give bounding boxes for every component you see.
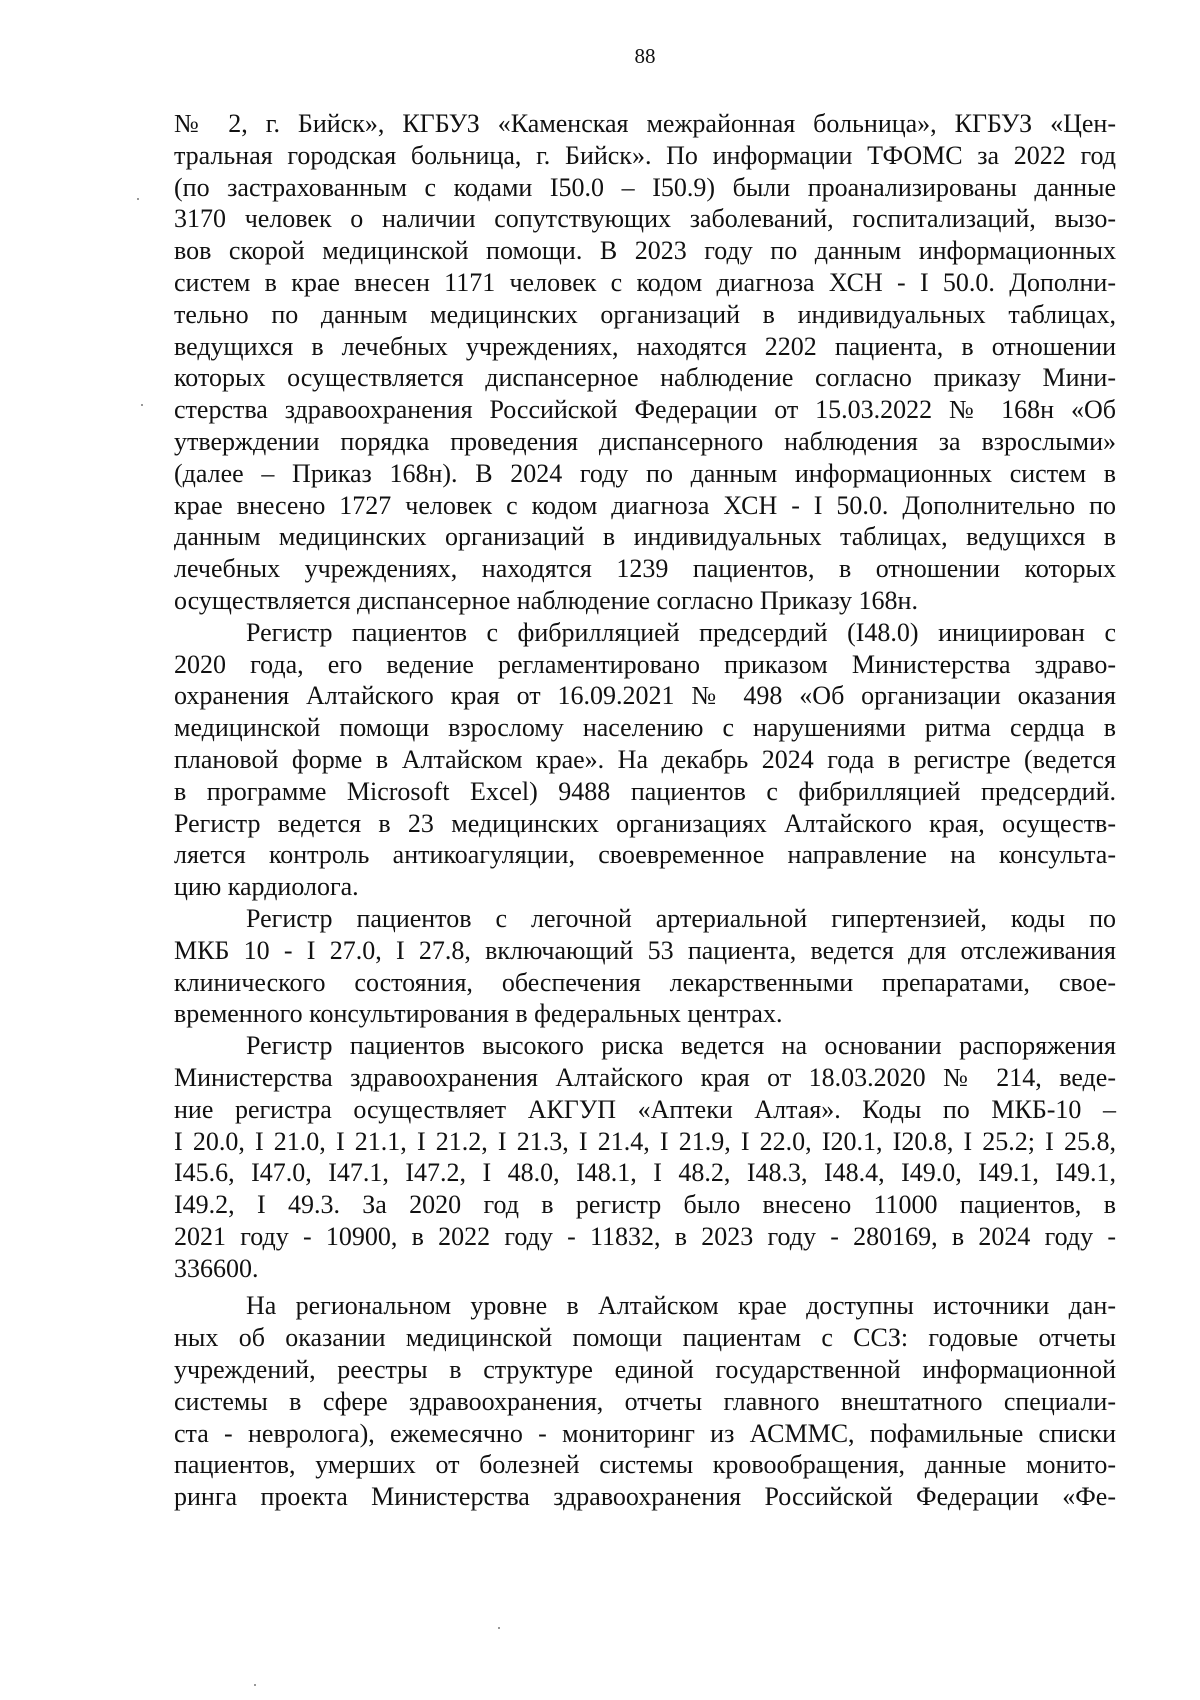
text-line: ляется контроль антикоагуляции, своевременное направление на консульта- [174, 840, 1116, 870]
text-line: 3170 человек о наличии сопутствующих заболеваний, госпитализаций, вызо- [174, 204, 1116, 234]
text-line: лечебных учреждениях, находятся 1239 пациентов, в отношении которых [174, 554, 1116, 584]
text-line: пациентов, умерших от болезней системы кровообращения, данные монито- [174, 1450, 1116, 1480]
text-line: осуществляется диспансерное наблюдение согласно Приказу 168н. [174, 585, 918, 615]
text-line: Регистр пациентов с легочной артериальной гипертензией, коды по [246, 903, 1116, 933]
text-line: Регистр пациентов с фибрилляцией предсердий (I48.0) инициирован с [246, 617, 1116, 647]
text-line: тральная городская больница, г. Бийск». По информации ТФОМС за 2022 год [174, 140, 1116, 170]
scan-speck [141, 404, 143, 406]
text-line: вов скорой медицинской помощи. В 2023 году по данным информационных [174, 236, 1116, 266]
text-line: На региональном уровне в Алтайском крае доступны источники дан- [246, 1291, 1116, 1321]
text-line: системы в сфере здравоохранения, отчеты главного внештатного специали- [174, 1386, 1116, 1416]
text-line: (далее – Приказ 168н). В 2024 году по данным информационных систем в [174, 458, 1116, 488]
text-line: в программе Microsoft Excel) 9488 пациентов с фибрилляцией предсердий. [174, 776, 1116, 806]
text-line: крае внесено 1727 человек с кодом диагноза ХСН - I 50.0. Дополнительно по [174, 490, 1116, 520]
text-line: (по застрахованным с кодами I50.0 – I50.9) были проанализированы данные [174, 172, 1116, 202]
text-line: ста - невролога), ежемесячно - мониторинг из АСММС, пофамильные списки [174, 1418, 1116, 1448]
text-line: медицинской помощи взрослому населению с нарушениями ритма сердца в [174, 713, 1116, 743]
page-number: 88 [634, 44, 656, 68]
text-line: данным медицинских организаций в индивидуальных таблицах, ведущихся в [174, 522, 1116, 552]
text-line: Министерства здравоохранения Алтайского края от 18.03.2020 № 214, веде- [174, 1062, 1116, 1092]
text-line: I 20.0, I 21.0, I 21.1, I 21.2, I 21.3, I 21.4, I 21.9, I 22.0, I20.1, I20.8, I 25.2; I 25.8, [174, 1126, 1116, 1156]
text-line: плановой форме в Алтайском крае». На декабрь 2024 года в регистре (ведется [174, 744, 1116, 774]
text-line: ных об оказании медицинской помощи пациентам с ССЗ: годовые отчеты [174, 1323, 1116, 1353]
body-text [174, 108, 1116, 1513]
scan-speck [254, 1684, 256, 1686]
text-line: ние регистра осуществляет АКГУП «Аптеки Алтая». Коды по МКБ-10 – [174, 1094, 1116, 1124]
scan-speck [137, 198, 139, 200]
text-line: 336600. [174, 1253, 259, 1283]
text-line: I49.2, I 49.3. За 2020 год в регистр было внесено 11000 пациентов, в [174, 1190, 1116, 1220]
text-line: утверждении порядка проведения диспансерного наблюдения за взрослыми» [174, 426, 1116, 456]
text-line: Регистр пациентов высокого риска ведется на основании распоряжения [246, 1031, 1116, 1061]
text-line: систем в крае внесен 1171 человек с кодом диагноза ХСН - I 50.0. Дополни- [174, 267, 1116, 297]
text-line: которых осуществляется диспансерное наблюдение согласно приказу Мини- [174, 363, 1116, 393]
text-line: клинического состояния, обеспечения лекарственными препаратами, свое- [174, 967, 1116, 997]
scan-speck [498, 1627, 500, 1629]
text-line: учреждений, реестры в структуре единой государственной информационной [174, 1355, 1116, 1385]
text-line: № 2, г. Бийск», КГБУЗ «Каменская межрайонная больница», КГБУЗ «Цен- [174, 109, 1116, 138]
text-line: I45.6, I47.0, I47.1, I47.2, I 48.0, I48.1, I 48.2, I48.3, I48.4, I49.0, I49.1, I49.1, [174, 1158, 1116, 1188]
text-line: цию кардиолога. [174, 872, 359, 902]
text-line: ведущихся в лечебных учреждениях, находятся 2202 пациента, в отношении [174, 331, 1116, 361]
text-line: 2021 году - 10900, в 2022 году - 11832, в 2023 году - 280169, в 2024 году - [174, 1221, 1116, 1251]
text-line: МКБ 10 - I 27.0, I 27.8, включающий 53 пациента, ведется для отслеживания [174, 935, 1116, 965]
paragraph-high-risk-register [174, 1030, 1116, 1284]
text-line: временного консультирования в федеральных центрах. [174, 999, 783, 1029]
paragraph-heart-failure [174, 108, 1116, 617]
text-line: ринга проекта Министерства здравоохранения Российской Федерации «Фе- [174, 1482, 1116, 1512]
text-line: 2020 года, его ведение регламентировано приказом Министерства здраво- [174, 649, 1116, 679]
paragraph-atrial-fibrillation-register [174, 617, 1116, 903]
text-line: тельно по данным медицинских организаций в индивидуальных таблицах, [174, 299, 1116, 329]
paragraph-regional-data-sources [174, 1290, 1116, 1513]
text-line: стерства здравоохранения Российской Федерации от 15.03.2022 № 168н «Об [174, 395, 1116, 425]
text-line: охранения Алтайского края от 16.09.2021 № 498 «Об организации оказания [174, 681, 1116, 711]
text-line: Регистр ведется в 23 медицинских организациях Алтайского края, осуществ- [174, 808, 1116, 838]
paragraph-pulmonary-hypertension-register [174, 903, 1116, 1030]
